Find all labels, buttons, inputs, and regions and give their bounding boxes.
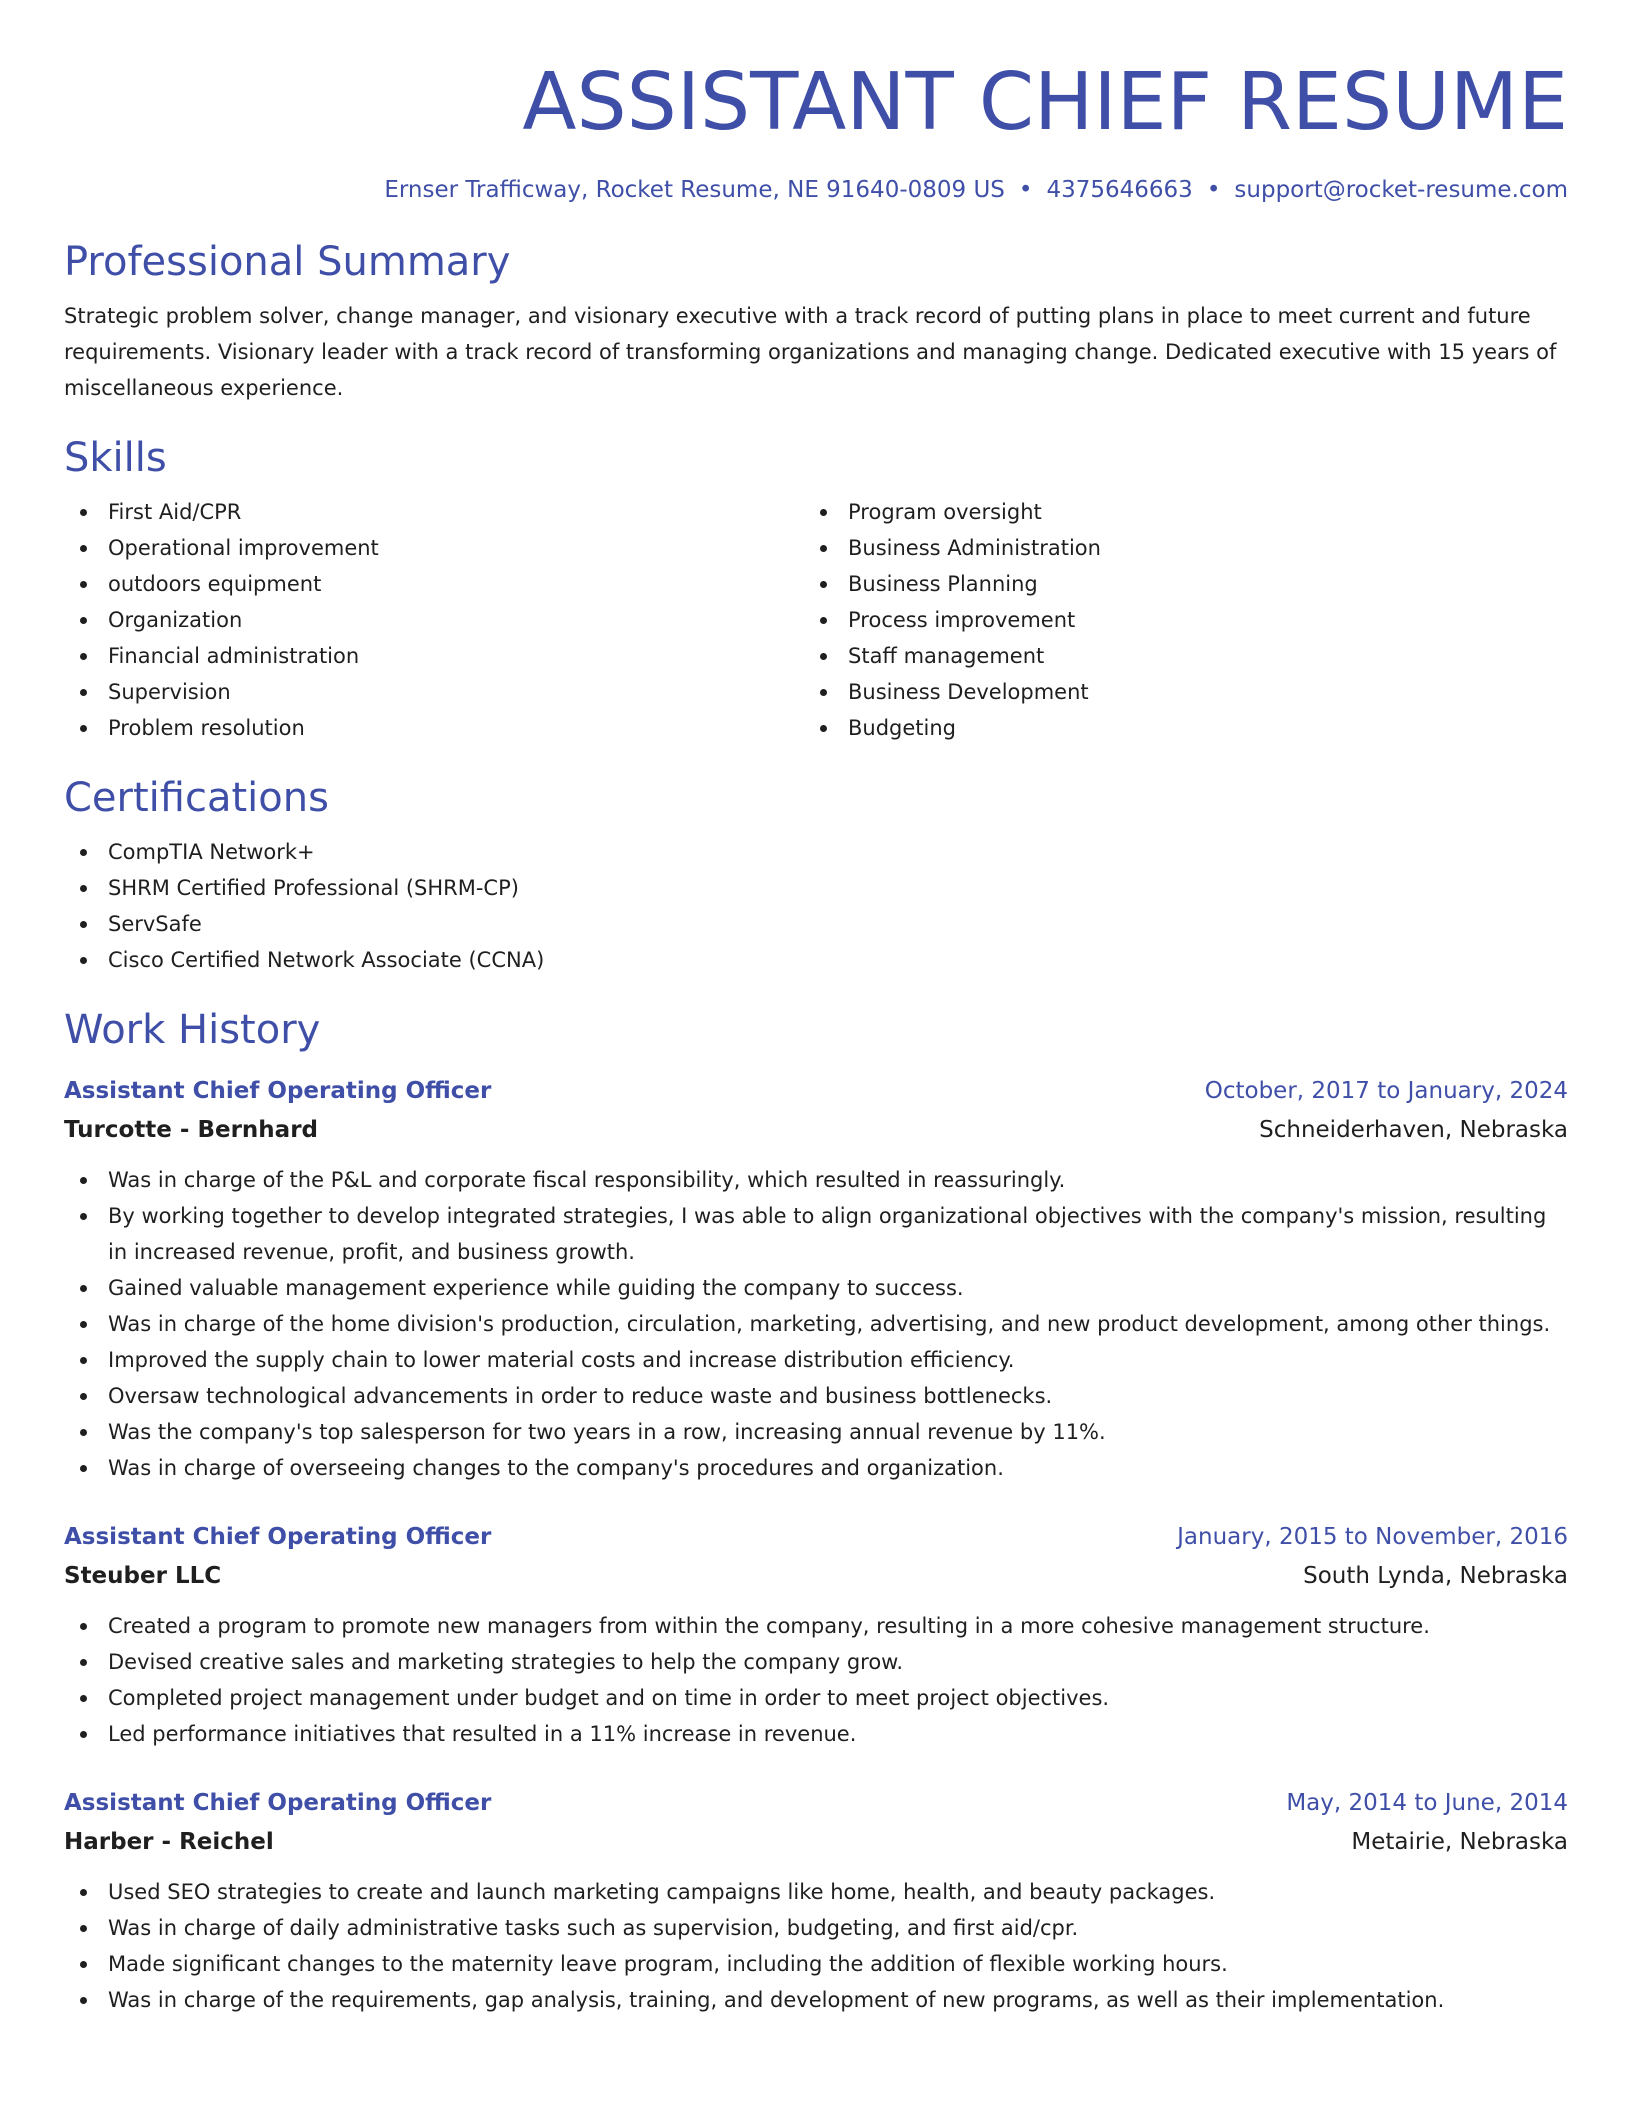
resume-header	[64, 0, 1568, 206]
job-company-row	[64, 1110, 1568, 1150]
job-bullet: By working together to develop integrated strategies, I was able to align organizational objectives with the company's mission, resulting in increased revenue, profit, and business growth.	[64, 1198, 1568, 1270]
contact-separator: •	[1018, 177, 1033, 203]
skill-item: Staff management	[804, 638, 1544, 674]
contact-line	[64, 174, 1568, 206]
job-location: Schneiderhaven, Nebraska	[1259, 1117, 1568, 1143]
skills-list-right	[804, 494, 1544, 746]
job-dates: January, 2015 to November, 2016	[1177, 1524, 1568, 1550]
job-company: Turcotte - Bernhard	[64, 1117, 319, 1143]
certifications-heading: Certifications	[64, 775, 329, 821]
contact-email: support@rocket-resume.com	[1234, 177, 1568, 203]
resume-title: ASSISTANT CHIEF RESUME	[522, 56, 1568, 148]
job-company-row	[64, 1822, 1568, 1862]
job-company-row	[64, 1556, 1568, 1596]
certification-item: ServSafe	[64, 906, 1568, 942]
job-bullet: Was the company's top salesperson for two years in a row, increasing annual revenue by 11%.	[64, 1414, 1568, 1450]
job-bullets	[64, 1162, 1568, 1486]
job-bullet: Created a program to promote new managers from within the company, resulting in a more cohesive management structure.	[64, 1608, 1568, 1644]
contact-separator: •	[1206, 177, 1221, 203]
job-title-row	[64, 1518, 1568, 1556]
contact-address: Ernser Trafficway, Rocket Resume, NE 91640-0809 US	[384, 177, 1005, 203]
work-history-heading: Work History	[64, 1007, 321, 1053]
job-bullet: Oversaw technological advancements in order to reduce waste and business bottlenecks.	[64, 1378, 1568, 1414]
skill-item: Program oversight	[804, 494, 1544, 530]
skill-item: outdoors equipment	[64, 566, 804, 602]
contact-phone: 4375646663	[1046, 177, 1193, 203]
job-company: Steuber LLC	[64, 1563, 222, 1589]
job-company: Harber - Reichel	[64, 1829, 274, 1855]
job-bullet: Gained valuable management experience while guiding the company to success.	[64, 1270, 1568, 1306]
summary-text: Strategic problem solver, change manager, and visionary executive with a track record of putting plans in place to meet current and future requirements. Visionary leader with a track record of transforming organizations and managing change. Dedicated executive with 15 years of miscellaneous experience.	[64, 304, 1557, 400]
job-title: Assistant Chief Operating Officer	[64, 1524, 492, 1550]
job-bullet: Was in charge of the requirements, gap analysis, training, and development of new programs, as well as their implementation.	[64, 1982, 1568, 2018]
job-dates: October, 2017 to January, 2024	[1204, 1078, 1568, 1104]
job-bullet: Completed project management under budget and on time in order to meet project objectives.	[64, 1680, 1568, 1716]
job-title-row	[64, 1784, 1568, 1822]
job-bullet: Improved the supply chain to lower material costs and increase distribution efficiency.	[64, 1342, 1568, 1378]
job-title-row	[64, 1072, 1568, 1110]
certification-item: Cisco Certified Network Associate (CCNA)	[64, 942, 1568, 978]
job-bullet: Made significant changes to the maternity leave program, including the addition of flexible working hours.	[64, 1946, 1568, 1982]
job-title: Assistant Chief Operating Officer	[64, 1078, 492, 1104]
summary-heading: Professional Summary	[64, 239, 511, 285]
job-location: Metairie, Nebraska	[1351, 1829, 1568, 1855]
certifications-list	[64, 834, 1568, 978]
skill-item: Process improvement	[804, 602, 1544, 638]
certifications-section	[64, 772, 1568, 978]
job-bullet: Was in charge of the P&L and corporate fiscal responsibility, which resulted in reassuringly.	[64, 1162, 1568, 1198]
job-entry	[64, 1784, 1568, 2018]
job-entry	[64, 1072, 1568, 1486]
certification-item: SHRM Certified Professional (SHRM-CP)	[64, 870, 1568, 906]
job-bullet: Was in charge of daily administrative tasks such as supervision, budgeting, and first aid/cpr.	[64, 1910, 1568, 1946]
skill-item: Business Development	[804, 674, 1544, 710]
certification-item: CompTIA Network+	[64, 834, 1568, 870]
skill-item: Organization	[64, 602, 804, 638]
skill-item: Operational improvement	[64, 530, 804, 566]
skills-section	[64, 432, 1568, 746]
skill-item: Problem resolution	[64, 710, 804, 746]
job-bullet: Was in charge of the home division's production, circulation, marketing, advertising, and new product development, among other things.	[64, 1306, 1568, 1342]
skill-item: Business Administration	[804, 530, 1544, 566]
job-bullets	[64, 1874, 1568, 2018]
skill-item: Business Planning	[804, 566, 1544, 602]
job-bullet: Devised creative sales and marketing strategies to help the company grow.	[64, 1644, 1568, 1680]
work-history-section	[64, 1004, 1568, 2018]
skill-item: Financial administration	[64, 638, 804, 674]
skills-columns	[64, 484, 1568, 746]
job-entry	[64, 1518, 1568, 1752]
skill-item: Budgeting	[804, 710, 1544, 746]
skills-heading: Skills	[64, 435, 167, 481]
job-location: South Lynda, Nebraska	[1303, 1563, 1568, 1589]
job-bullet: Was in charge of overseeing changes to the company's procedures and organization.	[64, 1450, 1568, 1486]
job-bullets	[64, 1608, 1568, 1752]
skill-item: First Aid/CPR	[64, 494, 804, 530]
job-bullet: Used SEO strategies to create and launch marketing campaigns like home, health, and beauty packages.	[64, 1874, 1568, 1910]
job-dates: May, 2014 to June, 2014	[1286, 1790, 1568, 1816]
job-title: Assistant Chief Operating Officer	[64, 1790, 492, 1816]
skill-item: Supervision	[64, 674, 804, 710]
skills-list-left	[64, 494, 804, 746]
job-bullet: Led performance initiatives that resulted in a 11% increase in revenue.	[64, 1716, 1568, 1752]
